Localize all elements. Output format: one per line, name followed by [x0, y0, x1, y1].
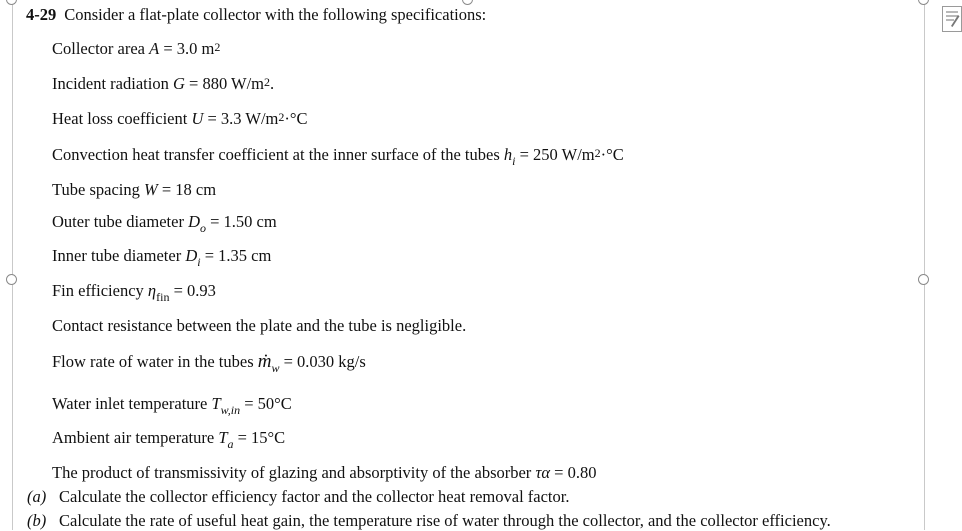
resize-handle-top-right[interactable] [918, 0, 929, 5]
spec-outer-diameter: Outer tube diameter $D_o = 1.50$ cm [52, 212, 277, 235]
resize-handle-right[interactable] [918, 274, 929, 285]
part-a-text: Calculate the collector efficiency factor and the collector heat removal factor. [59, 487, 570, 506]
selection-frame-right [924, 0, 925, 530]
resize-handle-top-left[interactable] [6, 0, 17, 5]
spec-incident-radiation: Incident radiation G = 880 $W/m^2$. [52, 74, 275, 93]
spec-contact-resistance: Contact resistance between the plate and the tube is negligible. [52, 316, 467, 335]
problem-number: 4-29 [26, 5, 57, 24]
problem-heading [26, 5, 486, 25]
part-a-label: (a) [27, 487, 47, 506]
format-image-icon[interactable] [942, 6, 962, 32]
spec-convection-coefficient: Convection heat transfer coefficient at the inner surface of the tubes $h_i = 250$ $W/m^2\cdot^\circ C$ [52, 145, 624, 168]
spec-heat-loss-coefficient: Heat loss coefficient U = 3.3 $W/m^2\cdot^\circ C$ [52, 109, 308, 128]
spec-flow-rate: Flow rate of water in the tubes ṁ$_w$ = 0.030 kg/s [52, 351, 366, 375]
part-b-text: Calculate the rate of useful heat gain, the temperature rise of water through the collector, and the collector efficiency. [59, 511, 831, 530]
spec-water-inlet-temperature: Water inlet temperature $T_{w,in} = 50^\circ C$ [52, 394, 292, 417]
part-b-label: (b) [27, 511, 47, 530]
spec-tube-spacing: Tube spacing W = 18 cm [52, 180, 217, 199]
spec-collector-area: Collector area A = 3.0 $m^2$ [52, 39, 221, 58]
spec-fin-efficiency: Fin efficiency $\eta_{fin} = 0.93$ [52, 281, 216, 304]
spec-inner-diameter: Inner tube diameter $D_i = 1.35$ cm [52, 246, 272, 269]
spec-ambient-temperature: Ambient air temperature $T_a = 15^\circ C$ [52, 428, 286, 451]
resize-handle-left[interactable] [6, 274, 17, 285]
spec-transmissivity-absorptivity: The product of transmissivity of glazing and absorptivity of the absorber τα = 0.80 [52, 463, 597, 482]
selection-frame-left [12, 0, 13, 530]
part-a [27, 487, 569, 507]
part-b [27, 511, 831, 531]
problem-intro: Consider a flat-plate collector with the following specifications: [64, 5, 487, 24]
